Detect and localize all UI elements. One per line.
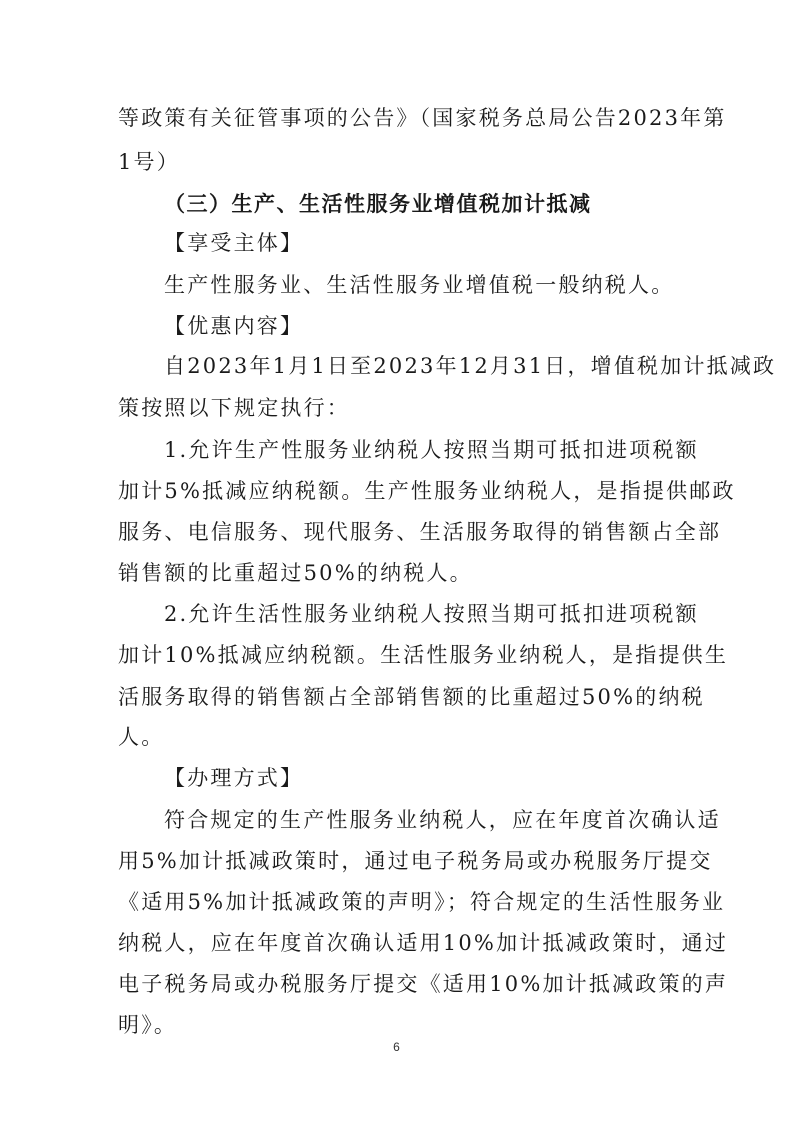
section-label-beneficiary: 【享受主体】 — [164, 231, 304, 255]
section-label-procedure: 【办理方式】 — [164, 766, 304, 790]
body-text-line: 用5%加计抵减政策时，通过电子税务局或办税服务厅提交 — [118, 849, 713, 873]
body-text-line: 加计10%抵减应纳税额。生活性服务业纳税人，是指提供生 — [118, 643, 729, 667]
body-text-line: 活服务取得的销售额占全部销售额的比重超过50%的纳税 — [118, 685, 705, 709]
body-text-line: 等政策有关征管事项的公告》（国家税务总局公告2023年第 — [118, 106, 727, 130]
body-text-line: 《适用5%加计抵减政策的声明》；符合规定的生活性服务业 — [118, 890, 726, 914]
body-text-line: 明》。 — [118, 1013, 178, 1037]
page-number: 6 — [393, 1040, 400, 1054]
body-text-line: 策按照以下规定执行： — [118, 396, 350, 420]
body-text-line: 生产性服务业、生活性服务业增值税一般纳税人。 — [164, 273, 675, 297]
body-text-line: 服务、电信服务、现代服务、生活服务取得的销售额占全部 — [118, 520, 722, 544]
body-text-line: 符合规定的生产性服务业纳税人，应在年度首次确认适 — [164, 808, 721, 832]
body-text-line: 销售额的比重超过50%的纳税人。 — [118, 561, 473, 585]
body-text-line: 自2023年1月1日至2023年12月31日，增值税加计抵减政 — [164, 354, 777, 378]
body-text-line: 电子税务局或办税服务厅提交《适用10%加计抵减政策的声 — [118, 972, 729, 996]
body-text-line: 1.允许生产性服务业纳税人按照当期可抵扣进项税额 — [164, 438, 699, 462]
body-text-line: 加计5%抵减应纳税额。生产性服务业纳税人，是指提供邮政 — [118, 479, 736, 503]
body-text-line: 1号） — [118, 150, 180, 174]
body-text-line: 纳税人，应在年度首次确认适用10%加计抵减政策时，通过 — [118, 931, 729, 955]
section-label-content: 【优惠内容】 — [164, 314, 304, 338]
body-text-line: 2.允许生活性服务业纳税人按照当期可抵扣进项税额 — [164, 602, 699, 626]
body-text-line: 人。 — [118, 725, 165, 749]
section-heading: （三）生产、生活性服务业增值税加计抵减 — [164, 192, 592, 216]
